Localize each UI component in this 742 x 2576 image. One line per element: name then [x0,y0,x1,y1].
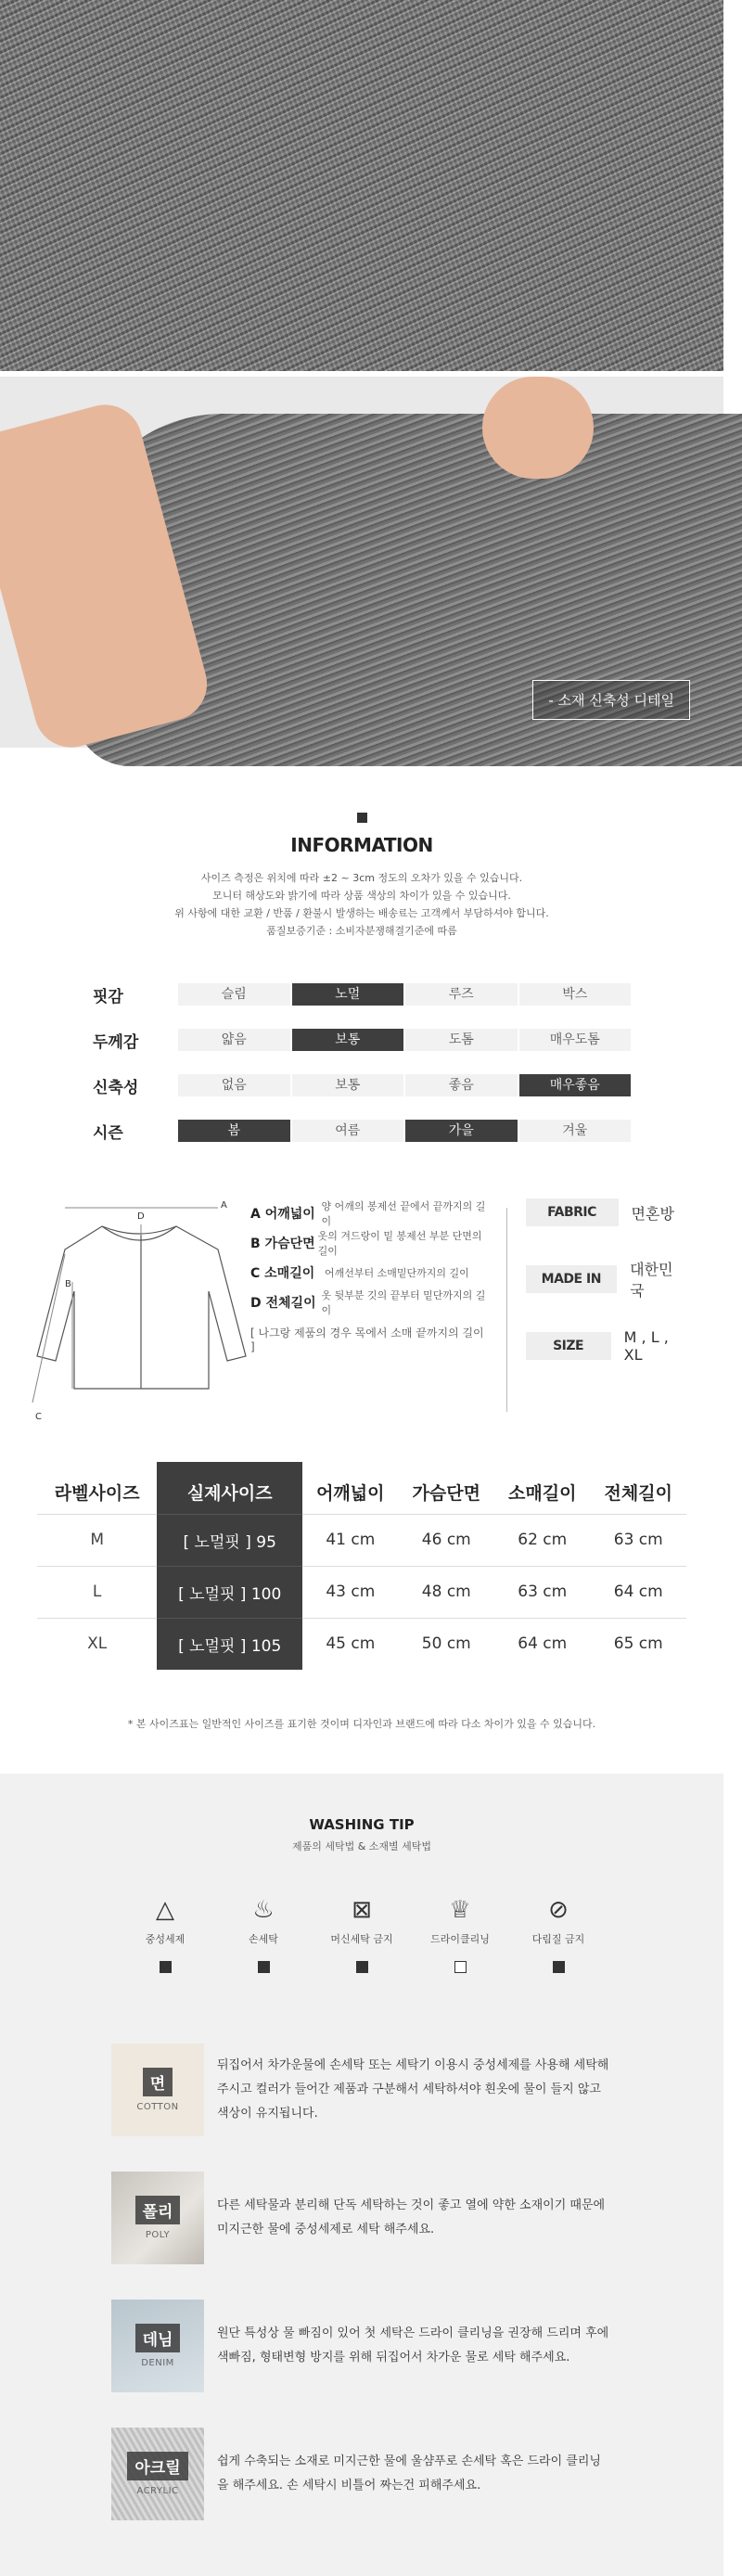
header-actual-size: 실제사이즈 [157,1462,302,1514]
fact-size: SIZE M , L , XL [526,1332,686,1360]
header-sleeve: 소매길이 [508,1483,577,1505]
hand-wash-icon: ♨ [252,1896,275,1924]
section-marker [357,813,367,823]
header-total-length: 전체길이 [604,1483,672,1505]
label-a: A [221,1200,227,1211]
feel-label: 핏감 [93,987,123,1006]
feel-option: 얇음 [176,1029,290,1051]
label-c: C [35,1412,42,1422]
right-hand [482,377,594,479]
feel-option: 루즈 [403,983,518,1006]
header-label-size: 라벨사이즈 [54,1483,140,1505]
info-line: 품질보증기준 : 소비자분쟁해결기준에 따름 [266,925,457,937]
feel-row [93,1026,631,1054]
wash-item: ⊘ 다림질 금지 [509,1896,608,1973]
feel-option-selected: 매우좋음 [518,1074,632,1096]
feel-option-selected: 가을 [403,1120,518,1142]
checked-mark [258,1961,270,1973]
checked-mark [356,1961,368,1973]
feel-option: 여름 [290,1120,404,1142]
info-line: 사이즈 측정은 위치에 따라 ±2 ~ 3cm 정도의 오차가 있을 수 있습니다. [200,872,523,884]
fabric-tip-cotton: 면 COTTON 뒤집어서 차가운물에 손세탁 또는 세탁기 이용시 중성세제를 사용해 세탁해주시고 컬러가 들어간 제품과 구분해서 세탁하셔야 흰옷에 물이 들지 않고 색상이 유지됩니다. [111,2044,612,2136]
product-facts [526,1198,686,1440]
feel-option: 슬림 [176,983,290,1006]
acrylic-swatch: 아크릴 ACRYLIC [111,2428,204,2520]
feel-option-selected: 봄 [176,1120,290,1142]
table-header-row [37,1462,686,1514]
fact-fabric: FABRIC 면혼방 [526,1198,686,1226]
fabric-tip-poly: 폴리 POLY 다른 세탁물과 분리해 단독 세탁하는 것이 좋고 열에 약한 소재이기 때문에 미지근한 물에 중성세제로 세탁 해주세요. [111,2172,612,2264]
fabric-tip-acrylic: 아크릴 ACRYLIC 쉽게 수축되는 소재로 미지근한 물에 울샴푸로 손세탁 혹은 드라이 클리닝을 해주세요. 손 세탁시 비틀어 짜는건 피해주세요. [111,2428,612,2520]
feel-label: 신축성 [93,1078,139,1097]
header-shoulder: 어깨넓이 [316,1483,385,1505]
table-row: M [ 노멀핏 ] 95 41 cm 46 cm 62 cm 63 cm [37,1514,686,1566]
wash-item: ♨ 손세탁 [214,1896,313,1973]
measure-item: B 가슴단면 옷의 겨드랑이 밑 봉제선 부분 단면의 길이 [250,1230,482,1257]
feel-label: 두께감 [93,1032,139,1052]
neutral-detergent-icon: △ [156,1896,174,1924]
information-title: INFORMATION [290,834,433,856]
denim-swatch: 데님 DENIM [111,2300,204,2392]
jacket-outline-icon [37,1198,250,1440]
feel-option: 도톰 [403,1029,518,1051]
photo-caption: - 소재 신축성 디테일 [532,680,690,720]
feel-option: 겨울 [518,1120,632,1142]
garment-diagram [37,1198,250,1440]
poly-swatch: 폴리 POLY [111,2172,204,2264]
feel-option-selected: 노멀 [290,983,404,1006]
feel-option: 없음 [176,1074,290,1096]
feel-row [93,1071,631,1099]
washing-tip-section [0,1774,723,2576]
measure-item: A 어깨넓이 양 어깨의 봉제선 끝에서 끝까지의 길이 [250,1200,486,1227]
measure-item: C 소매길이 어깨선부터 소매밑단까지의 길이 [250,1266,469,1281]
checked-mark [553,1961,565,1973]
feel-row [93,980,631,1008]
checked-mark [160,1961,172,1973]
washing-title: WASHING TIP [309,1816,415,1833]
fabric-tip-denim: 데님 DENIM 원단 특성상 물 빠짐이 있어 첫 세탁은 드라이 클리닝을 권장해 드리며 후에 색빠짐, 형태변형 방지를 위해 뒤집어서 차가운 물로 세탁 해주세요. [111,2300,612,2392]
wash-item: ⊠ 머신세탁 금지 [313,1896,411,1973]
info-line: 모니터 해상도와 밝기에 따라 상품 색상의 차이가 있을 수 있습니다. [212,890,511,902]
divider [506,1208,507,1412]
table-row: L [ 노멀핏 ] 100 43 cm 48 cm 63 cm 64 cm [37,1566,686,1618]
label-b: B [65,1279,71,1289]
washing-subtitle: 제품의 세탁법 & 소재별 세탁법 [291,1840,432,1852]
label-d: D [137,1211,145,1222]
cotton-swatch: 면 COTTON [111,2044,204,2136]
no-machine-wash-icon: ⊠ [352,1896,372,1924]
feel-option: 보통 [290,1074,404,1096]
measurement-guide [37,1198,686,1440]
feel-option: 좋음 [403,1074,518,1096]
feel-option-selected: 보통 [290,1029,404,1051]
fact-made-in: MADE IN 대한민국 [526,1265,686,1293]
measure-item: D 전체길이 옷 뒷부분 깃의 끝부터 밑단까지의 길이 [250,1289,486,1316]
size-table [37,1462,686,1670]
table-row: XL [ 노멀핏 ] 105 45 cm 50 cm 64 cm 65 cm [37,1618,686,1670]
product-feel-table [93,980,631,1145]
raglan-note: [ 나그랑 제품의 경우 목에서 소매 끝까지의 길이 ] [250,1326,484,1353]
measurement-descriptions [250,1198,488,1440]
feel-row [93,1117,631,1145]
feel-label: 시즌 [93,1123,123,1143]
dry-clean-icon: ♕ [449,1896,471,1924]
wash-item: △ 중성세제 [116,1896,214,1973]
size-note: * 본 사이즈표는 일반적인 사이즈를 표기한 것이며 디자인과 브랜드에 따라 다소 차이가 있을 수 있습니다. [127,1718,596,1730]
information-section [0,748,723,940]
feel-option: 박스 [518,983,632,1006]
no-iron-icon: ⊘ [548,1896,569,1924]
wash-icons [0,1896,723,1973]
stretch-detail-photo [0,377,723,748]
header-chest: 가슴단면 [412,1483,480,1505]
wash-item: ♕ 드라이클리닝 [411,1896,509,1973]
fabric-closeup-photo [0,0,723,371]
unchecked-mark [454,1961,467,1973]
feel-option: 매우도톰 [518,1029,632,1051]
info-line: 위 사항에 대한 교환 / 반품 / 환불시 발생하는 배송료는 고객께서 부담하셔야 합니다. [174,907,549,919]
